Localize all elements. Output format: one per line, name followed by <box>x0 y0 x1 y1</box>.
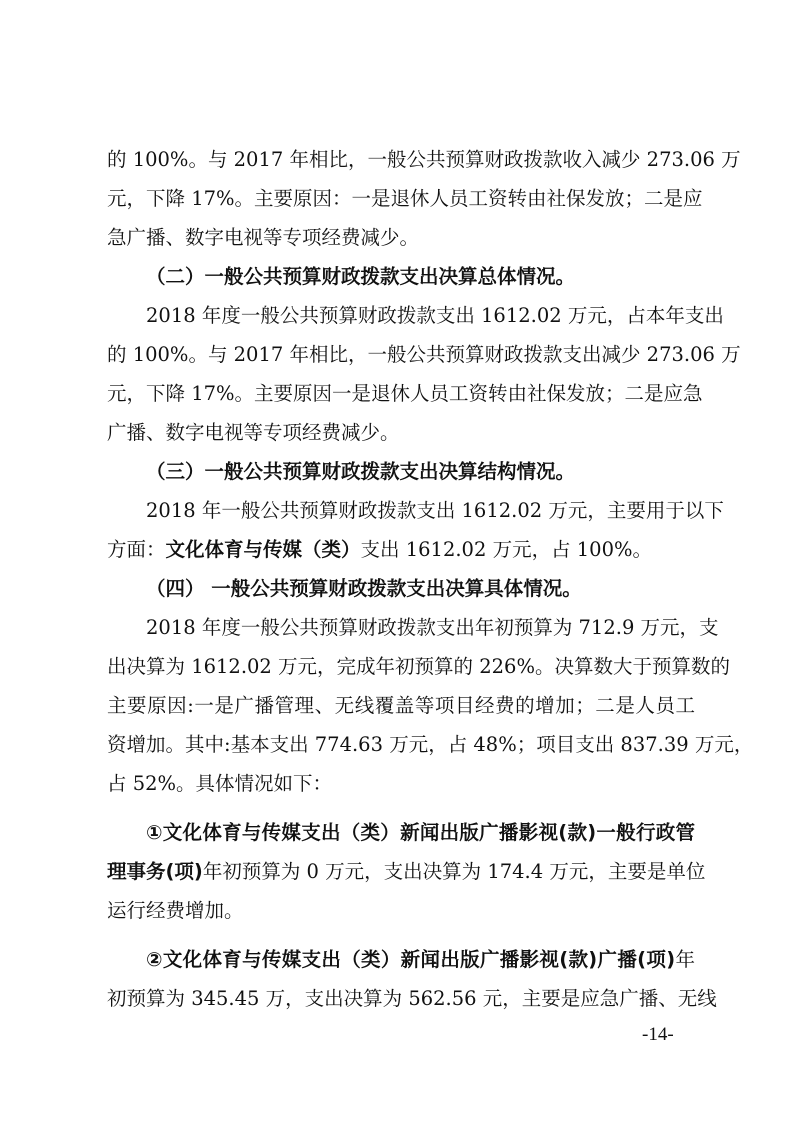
text-run: 初预算为 345.45 万，支出决算为 562.56 元，主要是应急广播、无线 <box>107 987 717 1010</box>
heading-text: （三）一般公共预算财政拨款支出决算结构情况。 <box>146 460 576 483</box>
text-run: 元，下降 17%。主要原因：一是退休人员工资转由社保发放；二是应 <box>107 187 703 210</box>
bold-item-title: ②文化体育与传媒支出（类）新闻出版广播影视(款)广播(项) <box>146 948 676 971</box>
paragraph-line <box>146 947 695 973</box>
paragraph-line <box>107 186 703 212</box>
text-run: 支出 1612.02 万元，占 100%。 <box>360 538 653 561</box>
paragraph-line <box>107 147 741 173</box>
page-number: -14- <box>642 1024 674 1045</box>
paragraph-line <box>107 859 706 885</box>
section-heading-3 <box>146 459 695 485</box>
paragraph-line <box>107 986 717 1012</box>
text-run: 资增加。其中:基本支出 774.63 万元，占 48%；项目支出 837.39 万元， <box>107 733 754 756</box>
paragraph-line <box>107 771 695 797</box>
section-heading-2 <box>146 264 695 290</box>
text-run: 广播、数字电视等专项经费减少。 <box>107 421 400 444</box>
paragraph-line <box>107 537 695 563</box>
text-run: 的 100%。与 2017 年相比，一般公共预算财政拨款支出减少 273.06 万 <box>107 343 741 366</box>
text-run: 2018 年一般公共预算财政拨款支出 1612.02 万元，主要用于以下 <box>146 499 724 522</box>
bold-item-title: 理事务(项) <box>107 860 203 883</box>
paragraph-line <box>107 898 695 924</box>
text-run: 年 <box>675 948 695 971</box>
text-run: 出决算为 1612.02 万元，完成年初预算的 226%。决算数大于预算数的 <box>107 655 730 678</box>
bold-item-title: ①文化体育与传媒支出（类）新闻出版广播影视(款)一般行政管 <box>146 821 695 844</box>
section-heading-4 <box>146 576 695 602</box>
paragraph-line <box>146 303 724 329</box>
text-run: 运行经费增加。 <box>107 899 244 922</box>
heading-text: （四） 一般公共预算财政拨款支出决算具体情况。 <box>146 577 582 600</box>
paragraph-line <box>107 693 695 719</box>
paragraph-line <box>107 732 754 758</box>
paragraph-line <box>107 420 695 446</box>
paragraph-line <box>146 820 695 846</box>
text-run: 主要原因:一是广播管理、无线覆盖等项目经费的增加；二是人员工 <box>107 694 695 717</box>
text-run: 急广播、数字电视等专项经费减少。 <box>107 226 420 249</box>
text-run: 年初预算为 0 万元，支出决算为 174.4 万元，主要是单位 <box>202 860 706 883</box>
paragraph-line <box>107 381 703 407</box>
heading-text: （二）一般公共预算财政拨款支出决算总体情况。 <box>146 265 576 288</box>
paragraph-line <box>107 225 695 251</box>
text-run: 的 100%。与 2017 年相比，一般公共预算财政拨款收入减少 273.06 万 <box>107 148 741 171</box>
text-run: 2018 年度一般公共预算财政拨款支出年初预算为 712.9 万元，支 <box>146 616 719 639</box>
text-run: 方面： <box>107 538 166 561</box>
paragraph-line <box>146 498 724 524</box>
paragraph-line <box>107 342 741 368</box>
bold-category: 文化体育与传媒（类） <box>165 538 361 561</box>
text-run: 占 52%。具体情况如下： <box>107 772 333 795</box>
text-run: 元，下降 17%。主要原因一是退休人员工资转由社保发放；二是应急 <box>107 382 703 405</box>
paragraph-line <box>107 654 730 680</box>
paragraph-line <box>146 615 719 641</box>
text-run: 2018 年度一般公共预算财政拨款支出 1612.02 万元，占本年支出 <box>146 304 724 327</box>
